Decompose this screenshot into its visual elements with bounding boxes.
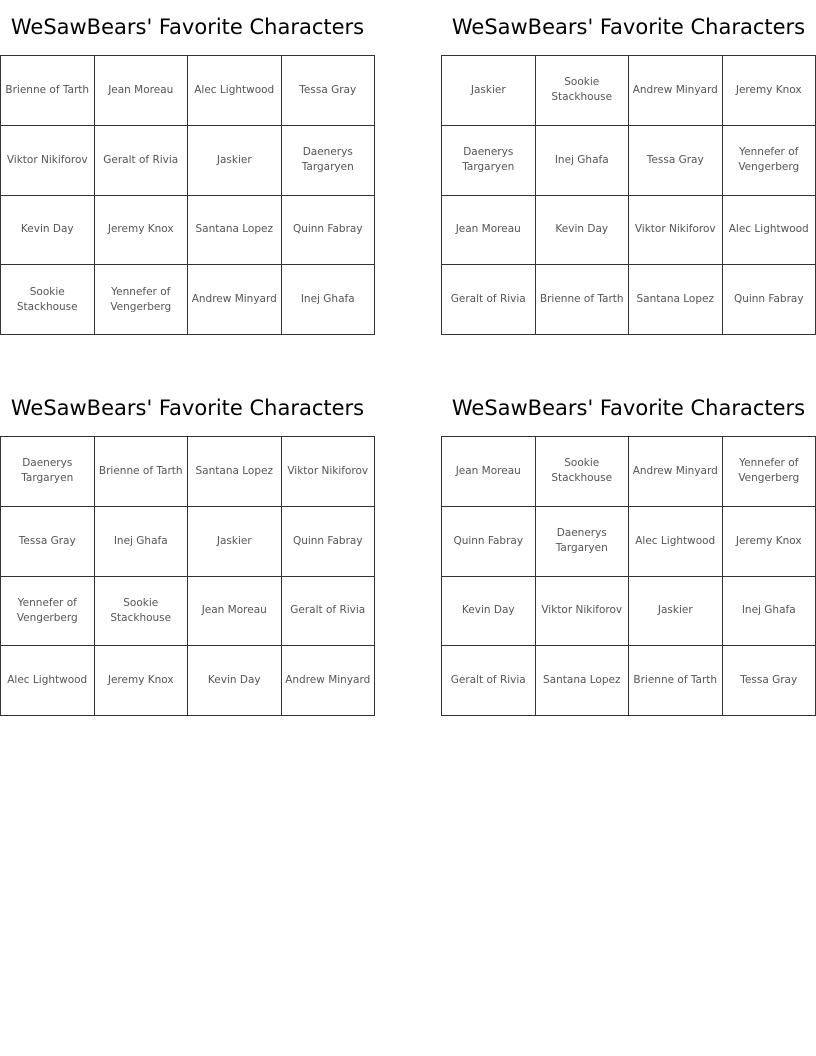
- bingo-cell: Brienne of Tarth: [629, 646, 723, 716]
- bingo-cell: Daenerys Targaryen: [536, 507, 630, 577]
- bingo-cell: Yennefer of Vengerberg: [1, 577, 95, 647]
- bingo-cell: Daenerys Targaryen: [1, 437, 95, 507]
- bingo-cell: Daenerys Targaryen: [442, 126, 536, 196]
- bingo-card-2: [441, 0, 816, 335]
- bingo-cell: Andrew Minyard: [282, 646, 376, 716]
- bingo-cell: Brienne of Tarth: [1, 56, 95, 126]
- card-title: WeSawBears' Favorite Characters: [10, 15, 365, 39]
- bingo-card-3: [0, 381, 375, 716]
- bingo-cell: Viktor Nikiforov: [282, 437, 376, 507]
- bingo-cell: Inej Ghafa: [723, 577, 816, 647]
- bingo-cell: Geralt of Rivia: [282, 577, 376, 647]
- bingo-card-4: [441, 381, 816, 716]
- bingo-card-1: [0, 0, 375, 335]
- bingo-grid: [0, 436, 375, 716]
- bingo-cell: Jean Moreau: [95, 56, 189, 126]
- bingo-grid: [441, 436, 816, 716]
- bingo-cell: Viktor Nikiforov: [536, 577, 630, 647]
- bingo-grid: [441, 55, 816, 335]
- bingo-cell: Kevin Day: [442, 577, 536, 647]
- bingo-cell: Andrew Minyard: [629, 437, 723, 507]
- bingo-cell: Santana Lopez: [188, 437, 282, 507]
- bingo-cell: Quinn Fabray: [442, 507, 536, 577]
- bingo-cell: Sookie Stackhouse: [95, 577, 189, 647]
- bingo-cell: Sookie Stackhouse: [536, 56, 630, 126]
- bingo-cell: Viktor Nikiforov: [1, 126, 95, 196]
- bingo-cell: Alec Lightwood: [723, 196, 816, 266]
- bingo-cell: Geralt of Rivia: [95, 126, 189, 196]
- bingo-cell: Brienne of Tarth: [536, 265, 630, 335]
- bingo-cell: Santana Lopez: [536, 646, 630, 716]
- bingo-cell: Jeremy Knox: [723, 507, 816, 577]
- bingo-cell: Alec Lightwood: [629, 507, 723, 577]
- bingo-cell: Jaskier: [629, 577, 723, 647]
- bingo-cell: Viktor Nikiforov: [629, 196, 723, 266]
- bingo-cell: Alec Lightwood: [188, 56, 282, 126]
- card-title: WeSawBears' Favorite Characters: [451, 15, 806, 39]
- bingo-cell: Jeremy Knox: [723, 56, 816, 126]
- card-title: WeSawBears' Favorite Characters: [10, 396, 365, 420]
- bingo-cell: Tessa Gray: [723, 646, 816, 716]
- bingo-cell: Andrew Minyard: [188, 265, 282, 335]
- bingo-cell: Quinn Fabray: [723, 265, 816, 335]
- bingo-cell: Inej Ghafa: [282, 265, 376, 335]
- bingo-cell: Jean Moreau: [188, 577, 282, 647]
- bingo-cell: Yennefer of Vengerberg: [723, 437, 816, 507]
- bingo-cell: Jean Moreau: [442, 196, 536, 266]
- bingo-cell: Alec Lightwood: [1, 646, 95, 716]
- bingo-cell: Inej Ghafa: [536, 126, 630, 196]
- bingo-cell: Sookie Stackhouse: [1, 265, 95, 335]
- bingo-cell: Tessa Gray: [1, 507, 95, 577]
- bingo-cell: Jaskier: [188, 507, 282, 577]
- bingo-grid: [0, 55, 375, 335]
- bingo-cell: Santana Lopez: [188, 196, 282, 266]
- bingo-cell: Jaskier: [188, 126, 282, 196]
- bingo-cell: Sookie Stackhouse: [536, 437, 630, 507]
- bingo-cell: Kevin Day: [536, 196, 630, 266]
- bingo-cell: Geralt of Rivia: [442, 265, 536, 335]
- bingo-cell: Geralt of Rivia: [442, 646, 536, 716]
- bingo-cell: Jeremy Knox: [95, 646, 189, 716]
- bingo-cell: Quinn Fabray: [282, 507, 376, 577]
- bingo-cell: Tessa Gray: [282, 56, 376, 126]
- card-title: WeSawBears' Favorite Characters: [451, 396, 806, 420]
- bingo-cell: Daenerys Targaryen: [282, 126, 376, 196]
- bingo-cell: Yennefer of Vengerberg: [723, 126, 816, 196]
- bingo-cell: Yennefer of Vengerberg: [95, 265, 189, 335]
- bingo-cell: Kevin Day: [188, 646, 282, 716]
- bingo-cell: Jean Moreau: [442, 437, 536, 507]
- bingo-cell: Jaskier: [442, 56, 536, 126]
- bingo-cell: Tessa Gray: [629, 126, 723, 196]
- bingo-cell: Kevin Day: [1, 196, 95, 266]
- bingo-cell: Jeremy Knox: [95, 196, 189, 266]
- bingo-cell: Inej Ghafa: [95, 507, 189, 577]
- bingo-cell: Andrew Minyard: [629, 56, 723, 126]
- bingo-cell: Quinn Fabray: [282, 196, 376, 266]
- bingo-cell: Santana Lopez: [629, 265, 723, 335]
- bingo-cell: Brienne of Tarth: [95, 437, 189, 507]
